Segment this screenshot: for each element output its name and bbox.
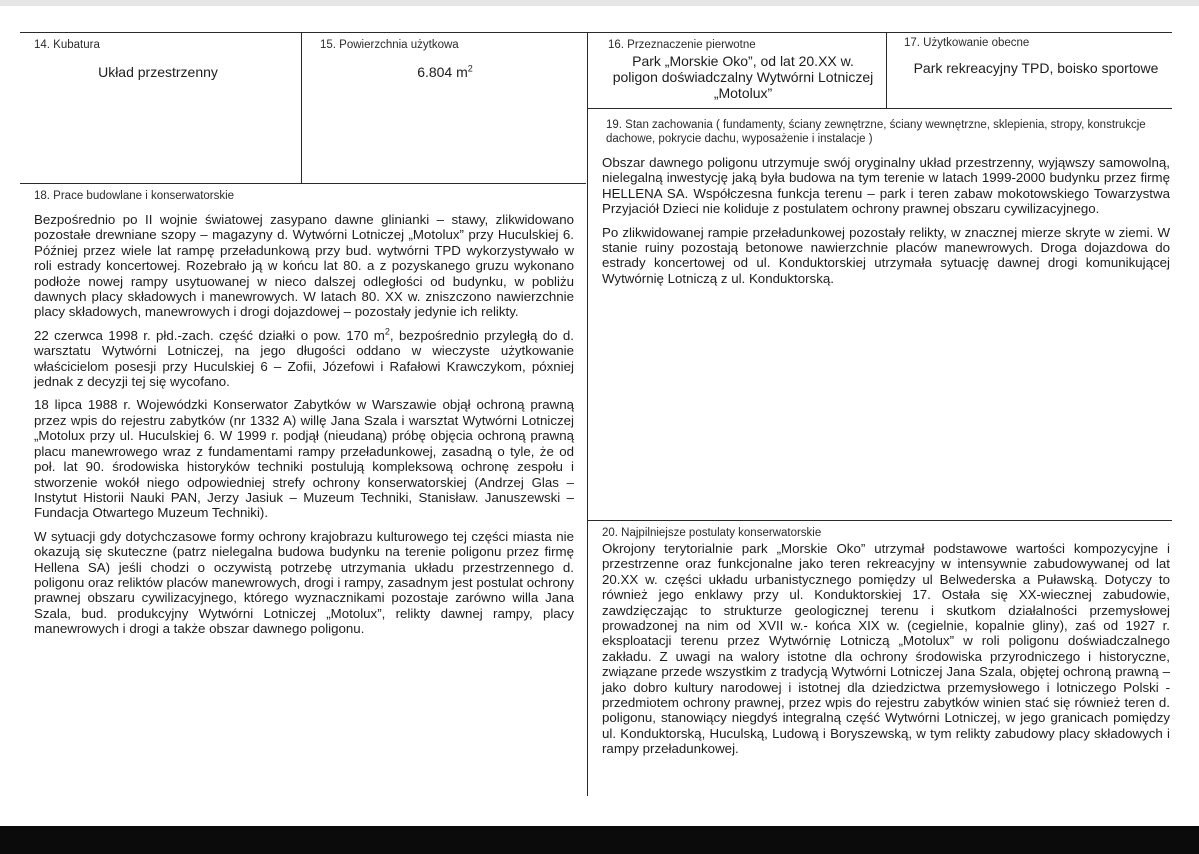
field-14-value: Układ przestrzenny: [98, 64, 218, 80]
field-15-number: 6.804 m: [417, 64, 468, 80]
top-scan-edge: [0, 0, 1199, 6]
field-16-label: 16. Przeznaczenie pierwotne: [608, 39, 756, 51]
field-15-label: 15. Powierzchnia użytkowa: [320, 39, 459, 51]
field-14-label: 14. Kubatura: [34, 39, 100, 51]
rule-v-14-15: [301, 32, 302, 183]
field-17-label: 17. Użytkowanie obecne: [904, 37, 1030, 49]
bottom-scan-edge: [0, 826, 1199, 854]
rule-v-center: [587, 32, 588, 796]
field-18-paragraph-4: W sytuacji gdy dotychczasowe formy ochrony krajobrazu kulturowego tej części miasta nie okazują się skuteczne (patrz nielegalna budowa budynku na terenie poligonu przez firmę Hellena SA) jeśli chodzi o oczywistą potrzebę utrzymania układu przestrzennego d. poligonu oraz reliktów placów manewrowych, drogi i rampy, zasadnym jest postulat ochrony prawnej obszaru cywilizacyjnego, którego wyznacznikami pozostaje zarówno willa Jana Szala, bud. produkcyjny Wytwórni Lotniczej „Motolux”, relikty dawnej rampy, placy manewrowych i drogi a także obszar dawnego poligonu.: [34, 528, 574, 637]
field-19-paragraph-1: Obszar dawnego poligonu utrzymuje swój oryginalny układ przestrzenny, wyjąwszy samowolną, nielegalną inwestycję jaką była budowa na tym terenie w latach 1999-2000 budynku przez firmę HELLENA SA. Współczesna funkcja terenu – park i teren zabaw mokotowskiego Towarzystwa Przyjaciół Dzieci nie koliduje z postulatem ochrony prawnej obszaru cywilizacyjnego.: [602, 155, 1170, 217]
rule-left-mid: [20, 183, 586, 184]
field-18-paragraph-3: 18 lipca 1988 r. Wojewódzki Konserwator Zabytków w Warszawie objął ochroną prawną przez wpis do rejestru zabytków (nr 1332 A) willę Jana Szala i warsztat Wytwórni Lotniczej „Motolux przy ul. Huculskiej 6. W 1999 r. podjął (nieudaną) próbę objęcia ochroną prawną placu manewrowego wraz z fundamentami rampy przeładunkowej, zasadną o tyle, że od poł. lat 90. środowiska historyków techniki postulują kompleksową ochronę zespołu i stworzenie wokół niego odpowiedniej strefy ochrony konserwatorskiej (Andrzej Glas – Instytut Historii Nauki PAN, Jerzy Jasiuk – Muzeum Techniki, Stanisław. Januszewski – Fundacja Otwartego Muzeum Techniki).: [34, 397, 574, 521]
rule-right-2: [588, 520, 1172, 521]
field-18-paragraph-1: Bezpośrednio po II wojnie światowej zasypano dawne glinianki – stawy, zlikwidowano pozostałe drewniane szopy – magazyny d. Wytwórni Lotniczej „Motolux” przy Huculskiej 6. Później przez wiele lat rampę przeładunkową przy bud. wytwórni TPD wykorzystywało w roli estrady koncertowej. Rozebrało ją w końcu lat 80. a z pozyskanego gruzu wykonano podłoże nowej rampy usytuowanej w nieco dalszej odległości od budynku, w pobliżu dawnych placy składowych i manewrowych. W latach 80. XX w. zniszczono nawierzchnie placy składowych, manewrowych i drogi dojazdowej – pozostały jedynie ich relikty.: [34, 212, 574, 320]
field-14-kubatura: [34, 38, 296, 80]
field-15-unit-sup: 2: [467, 63, 473, 74]
field-19-stan: [602, 118, 1170, 294]
field-17-value: Park rekreacyjny TPD, boisko sportowe: [913, 60, 1159, 76]
field-16-przeznaczenie: [608, 38, 880, 101]
field-19-paragraph-2: Po zlikwidowanej rampie przeładunkowej pozostały relikty, w znacznej mierze skryte w ziemi. W stanie ruiny pozostają betonowe nawierzchnie placów manewrowych. Droga dojazdowa do estrady koncertowej od ul. Konduktorskiej utrzymała sytuację dawnej drogi komunikującej Wytwórnię Lotniczą z ul. Konduktorską.: [602, 224, 1170, 286]
field-19-label: 19. Stan zachowania ( fundamenty, ściany zewnętrzne, ściany wewnętrzne, sklepienia, stropy, konstrukcje dachowe, pokrycie dachu, wyposażenie i instalacje ): [606, 119, 1146, 145]
rule-right-1: [588, 108, 1172, 109]
field-18-paragraph-2-b: , bezpośrednio przyległą do d. warsztatu Wytwórni Lotniczej, na jego długości oddano w wieczyste użytkowanie właścicielom posesji przy Huculskiej 6 – Zofii, Józefowi i Rafałowi Krawczykom, póxniej jednak z decyzji tej się wycofano.: [34, 327, 574, 390]
field-18-paragraph-2: [34, 328, 574, 390]
field-15-value: [320, 64, 570, 80]
rule-top: [20, 32, 1172, 33]
field-18-prace: [34, 189, 574, 645]
field-17-uzytkowanie: [904, 36, 1168, 76]
field-18-paragraph-2-sup: 2: [384, 326, 390, 337]
field-18-label: 18. Prace budowlane i konserwatorskie: [34, 190, 235, 202]
field-20-postulaty: [602, 526, 1170, 765]
field-20-paragraph-1: Okrojony terytorialnie park „Morskie Oko” utrzymał podstawowe wartości kompozycyjne i przestrzenne oraz funkcjonalne jako teren rekreacyjny w intensywnie zabudowywanej od lat 20.XX w. części układu urbanistycznego pomiędzy ul Belwederska a Puławską. Dotyczy to również jego enklawy przy ul. Konduktorskiej 17. Ostała się XX-wiecznej zabudowie, zawdzięczając to strukturze geologicznej terenu i skutkom działalności przemysłowej prowadzonej na nim od XVII w.- końca XIX w. (cegielnie, kopalnie gliny), zaś od 1927 r. eksploatacji terenu przez Wytwórnię Lotniczą „Motolux” w roli poligonu doświadczalnego zakładu. Z uwagi na walory istotne dla ochrony środowiska przyrodniczego i historyczne, związane przede wszystkim z tradycją Wytwórni Lotniczej Jana Szala, objętej ochroną prawną – jako dobro kultury narodowej i istotnej dla dziedzictwa przemysłowego i lotniczego Polski - przedmiotem ochrony prawnej, przez wpis do rejestru zabytków winien stać się również teren d. poligonu, stanowiący niegdyś integralną część Wytwórni Lotniczej, w jego granicach pomiędzy ul. Konduktorską, Huculską, Ludową i Boryszewską, w tym relikty zabudowy placy składowych i rampy przeładunkowej.: [602, 541, 1170, 757]
field-20-label: 20. Najpilniejsze postulaty konserwatorskie: [602, 527, 822, 539]
rule-v-16-17: [886, 32, 887, 108]
field-16-value: Park „Morskie Oko”, od lat 20.XX w. poligon doświadczalny Wytwórni Lotniczej „Motolux”: [612, 53, 874, 101]
field-18-paragraph-2-a: 22 czerwca 1998 r. płd.-zach. część działki o pow. 170 m: [34, 327, 385, 343]
field-15-powierzchnia: [320, 38, 582, 80]
